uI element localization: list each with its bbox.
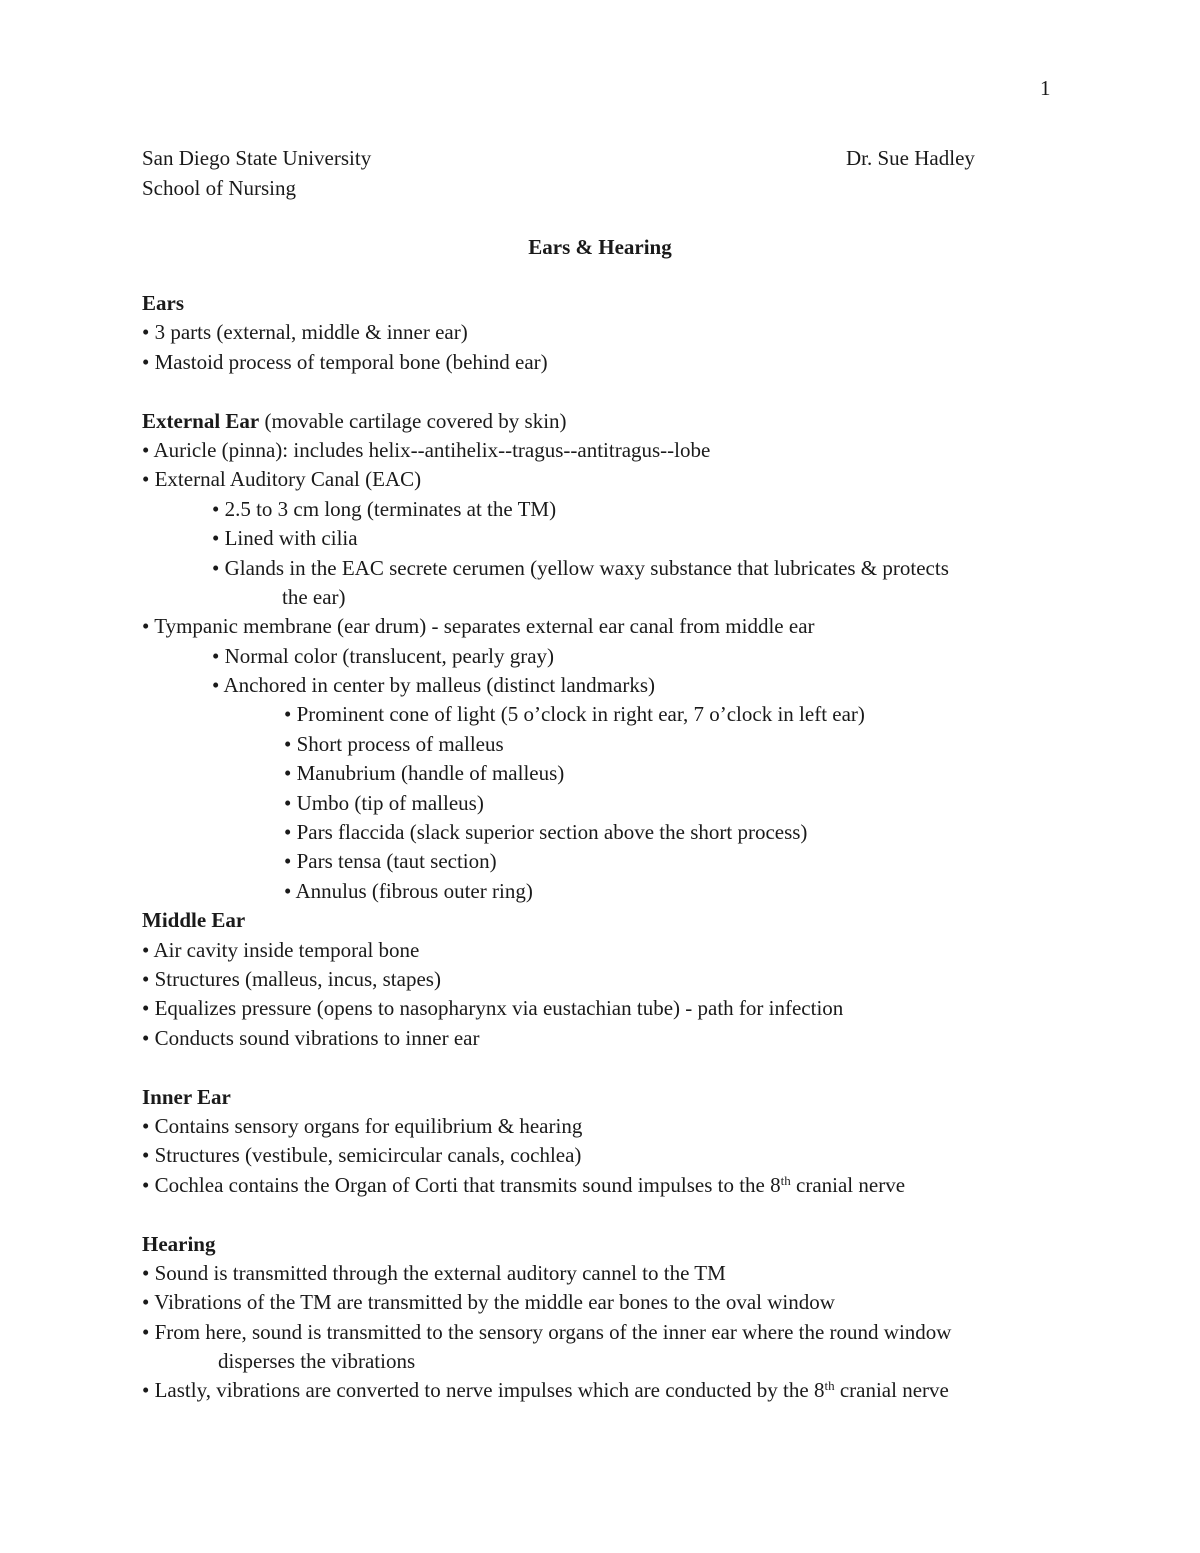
text: • Lastly, vibrations are converted to nerve impulses which are conducted by the 8 [142, 1378, 825, 1403]
sub-bullet-item: • Lined with cilia [212, 526, 358, 551]
bullet-item: • Air cavity inside temporal bone [142, 937, 420, 962]
bullet-item: • Structures (vestibule, semicircular canals, cochlea) [142, 1143, 582, 1168]
landmark-item: • Prominent cone of light (5 o’clock in right ear, 7 o’clock in left ear) [284, 702, 865, 727]
spacer [142, 1053, 1082, 1082]
bullet-item: • Auricle (pinna): includes helix--antihelix--tragus--antitragus--lobe [142, 437, 711, 462]
sub-bullet-item: • Glands in the EAC secrete cerumen (yellow waxy substance that lubricates & protects [212, 555, 949, 580]
bullet-continuation: disperses the vibrations [218, 1349, 416, 1374]
text: cranial nerve [834, 1378, 949, 1403]
sub-bullet-item: • 2.5 to 3 cm long (terminates at the TM) [212, 496, 557, 521]
bullet-item: • Structures (malleus, incus, stapes) [142, 966, 441, 991]
text: • Cochlea contains the Organ of Corti that transmits sound impulses to the 8 [142, 1172, 781, 1197]
header-author: Dr. Sue Hadley [846, 146, 975, 170]
bullet-item: • Mastoid process of temporal bone (behind ear) [142, 349, 548, 374]
landmark-item: • Umbo (tip of malleus) [284, 790, 484, 815]
landmark-item: • Manubrium (handle of malleus) [284, 761, 565, 786]
sub-bullet-item: • Anchored in center by malleus (distinct landmarks) [212, 673, 655, 698]
superscript: th [780, 1172, 791, 1188]
landmark-item: • Pars flaccida (slack superior section above the short process) [284, 820, 808, 845]
section-heading-ears: Ears [142, 291, 184, 315]
landmark-item: • Annulus (fibrous outer ring) [284, 878, 533, 903]
sub-bullet-item: • Normal color (translucent, pearly gray) [212, 643, 555, 668]
bullet-continuation: the ear) [282, 584, 346, 609]
header-school: School of Nursing [142, 176, 296, 200]
bullet-item: • Conducts sound vibrations to inner ear [142, 1025, 480, 1050]
spacer [142, 377, 1082, 406]
bullet-item: • Tympanic membrane (ear drum) - separates external ear canal from middle ear [142, 614, 815, 639]
bullet-item: • External Auditory Canal (EAC) [142, 467, 422, 492]
bullet-item: • From here, sound is transmitted to the sensory organs of the inner ear where the round window [142, 1319, 952, 1344]
header-institution: San Diego State University [142, 146, 372, 170]
bullet-item: • Contains sensory organs for equilibrium & hearing [142, 1113, 583, 1138]
document-title: Ears & Hearing [528, 235, 672, 259]
bullet-item-cochlea [142, 1171, 1082, 1200]
section-heading-hearing: Hearing [142, 1231, 216, 1256]
document-body [142, 289, 1082, 1406]
bullet-item: • Equalizes pressure (opens to nasopharynx via eustachian tube) - path for infection [142, 996, 844, 1021]
heading-text: External Ear [142, 408, 260, 433]
bullet-item: • Vibrations of the TM are transmitted by the middle ear bones to the oval window [142, 1290, 835, 1315]
page-number: 1 [1040, 76, 1051, 100]
section-heading-external-ear [142, 407, 1082, 436]
landmark-item: • Short process of malleus [284, 731, 504, 756]
superscript: th [824, 1378, 835, 1394]
text: cranial nerve [790, 1172, 906, 1197]
landmark-item: • Pars tensa (taut section) [284, 849, 497, 874]
bullet-item: • Sound is transmitted through the external auditory cannel to the TM [142, 1260, 726, 1285]
section-heading-middle-ear: Middle Ear [142, 908, 246, 933]
spacer [142, 1200, 1082, 1229]
bullet-item: • 3 parts (external, middle & inner ear) [142, 320, 468, 345]
section-heading-inner-ear: Inner Ear [142, 1084, 231, 1109]
heading-note: (movable cartilage covered by skin) [259, 408, 567, 433]
bullet-item-last [142, 1376, 1082, 1405]
